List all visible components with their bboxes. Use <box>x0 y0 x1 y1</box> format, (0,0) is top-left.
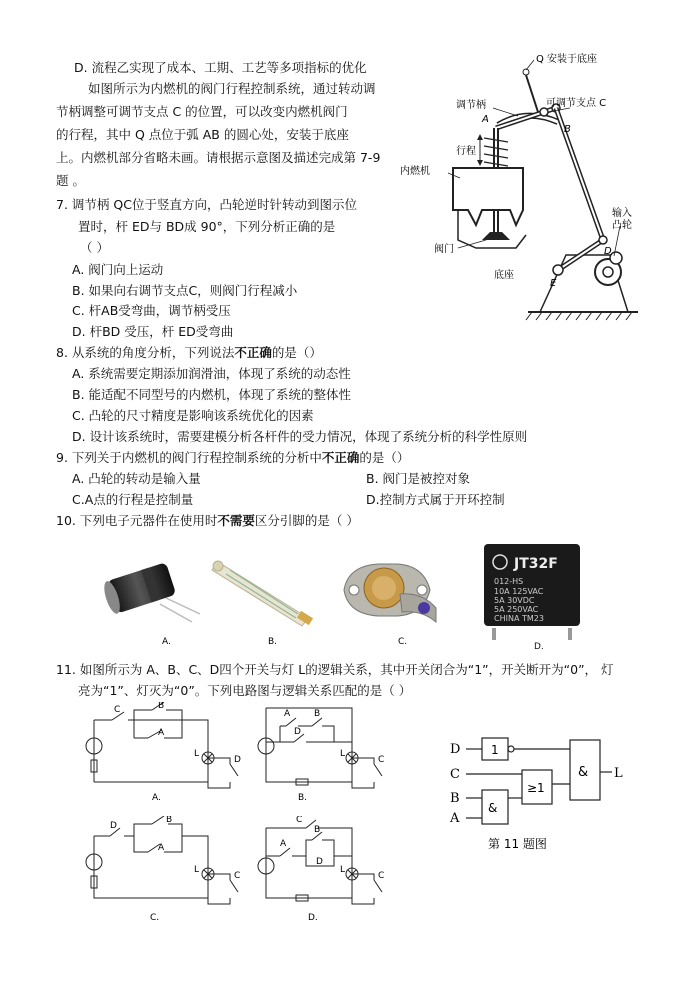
logic-in-c: C <box>450 767 460 782</box>
intro-line-4: 上。内燃机部分省略未画。请根据示意图及描述完成第 7-9 <box>56 150 381 165</box>
q7-option-b: B. 如果向右调节支点C，则阀门行程减小 <box>72 283 298 298</box>
cc-c: C <box>234 871 241 881</box>
q9-option-b: B. 阀门是被控对象 <box>366 471 471 486</box>
component-a-capacitor <box>100 552 210 648</box>
relay-line1: 012-HS <box>494 577 524 586</box>
cb-a: A <box>284 709 291 719</box>
logic-in-a: A <box>450 811 460 826</box>
label-a: A. <box>162 637 171 647</box>
component-b-flex-sensor <box>210 552 320 648</box>
cd-c2: C <box>378 871 385 881</box>
circuit-b-label: B. <box>298 793 308 803</box>
point-d: D <box>604 246 612 257</box>
figure-caption: 第 11 题图 <box>488 837 547 851</box>
ca-c: C <box>114 705 121 715</box>
q8-option-a: A. 系统需要定期添加润滑油，体现了系统的动态性 <box>72 366 351 381</box>
cc-d: D <box>110 821 117 831</box>
cb-d: D <box>294 727 301 737</box>
cd-d: D <box>316 857 323 867</box>
q11-stem-2: 亮为“1”、灯灭为“0”。下列电路图与逻辑关系匹配的是（ ） <box>78 683 412 698</box>
q11-stem-1: 11. 如图所示为 A、B、C、D四个开关与灯 L的逻辑关系，其中开关闭合为“1”，开关断开为“0”， 灯 <box>56 662 614 677</box>
circuit-d <box>256 816 426 926</box>
pivot-c-label: 可调节支点 C <box>546 98 607 109</box>
q7-option-a: A. 阀门向上运动 <box>72 262 164 277</box>
cb-c: C <box>378 755 385 765</box>
q7-option-d: D. 杆BD 受压，杆 ED受弯曲 <box>72 324 234 339</box>
cam-label: 凸轮 <box>612 220 632 231</box>
gate-or: ≥1 <box>527 781 545 795</box>
valve-label: 阀门 <box>434 244 454 255</box>
intro-line-5: 题 。 <box>56 173 85 188</box>
valve-mechanism-figure <box>398 50 643 330</box>
q9-stem: 9. 下列关于内燃机的阀门行程控制系统的分析中不正确的是（） <box>56 450 410 465</box>
label-c: C. <box>398 637 408 647</box>
intro-line-2: 节柄调整可调节支点 C 的位置，可以改变内燃机阀门 <box>56 104 348 119</box>
point-e: E <box>550 278 557 289</box>
logic-in-b: B <box>450 791 460 806</box>
stroke-label: 行程 <box>456 146 476 157</box>
cc-a: A <box>158 843 165 853</box>
q7-stem-1: 7. 调节柄 QC位于竖直方向，凸轮逆时针转动到图示位 <box>56 197 357 212</box>
q10-stem: 10. 下列电子元器件在使用时不需要区分引脚的是（ ） <box>56 513 359 528</box>
cd-a: A <box>280 839 287 849</box>
relay-line4: 5A 250VAC <box>494 605 539 614</box>
intro-line-3: 的行程，其中 Q 点位于弧 AB 的圆心处，安装于底座 <box>56 127 349 142</box>
gate-and-1: & <box>488 801 498 815</box>
engine-label: 内燃机 <box>400 166 430 177</box>
component-d-relay <box>478 540 586 652</box>
cc-l: L <box>194 865 200 875</box>
circuit-a-label: A. <box>152 793 161 803</box>
component-c-transistor <box>338 552 448 648</box>
relay-line5: CHINA TM23 <box>494 614 544 623</box>
logic-out-l: L <box>614 766 623 781</box>
label-b: B. <box>268 637 278 647</box>
relay-line2: 10A 125VAC <box>494 587 544 596</box>
gate-and-2: & <box>578 765 589 780</box>
circuit-d-label: D. <box>308 913 318 923</box>
q7-option-c: C. 杆AB受弯曲，调节柄受压 <box>72 303 231 318</box>
q8-option-d: D. 设计该系统时，需要建模分析各杆件的受力情况，体现了系统分析的科学性原则 <box>72 429 528 444</box>
point-b: B <box>564 124 571 135</box>
q7-paren: （ ） <box>80 240 109 255</box>
cb-b: B <box>314 709 321 719</box>
cc-b: B <box>166 816 173 825</box>
point-a: A <box>482 114 489 125</box>
gate-not: 1 <box>491 743 499 757</box>
handle-label: 调节柄 <box>456 100 486 111</box>
base-label: 底座 <box>494 270 514 281</box>
cd-l: L <box>340 865 346 875</box>
ca-l: L <box>194 749 200 759</box>
cb-l: L <box>340 749 346 759</box>
q7-stem-2: 置时，杆 ED与 BD成 90°，下列分析正确的是 <box>78 219 336 234</box>
input-label: 输入 <box>612 208 632 219</box>
q-anchor-label: Q 安装于底座 <box>536 54 598 65</box>
cd-c: C <box>296 816 303 825</box>
logic-diagram <box>448 736 628 856</box>
intro-line-1: 如图所示为内燃机的阀门行程控制系统，通过转动调 <box>88 81 376 96</box>
prev-option-d: D. 流程乙实现了成本、工期、工艺等多项指标的优化 <box>74 60 367 75</box>
ca-a: A <box>158 728 165 738</box>
q8-option-c: C. 凸轮的尺寸精度是影响该系统优化的因素 <box>72 408 314 423</box>
q8-option-b: B. 能适配不同型号的内燃机，体现了系统的整体性 <box>72 387 352 402</box>
ca-d: D <box>234 755 241 765</box>
q9-option-c: C.A点的行程是控制量 <box>72 492 194 507</box>
circuit-a <box>82 702 252 806</box>
ca-b: B <box>158 702 165 711</box>
relay-line3: 5A 30VDC <box>494 596 535 605</box>
relay-model: JT32F <box>514 556 558 572</box>
circuit-c-label: C. <box>150 913 160 923</box>
circuit-c <box>82 816 252 926</box>
q9-option-a: A. 凸轮的转动是输入量 <box>72 471 201 486</box>
logic-in-d: D <box>450 742 461 757</box>
q9-option-d: D.控制方式属于开环控制 <box>366 492 505 507</box>
cd-b: B <box>314 825 321 835</box>
q8-stem: 8. 从系统的角度分析，下列说法不正确的是（） <box>56 345 322 360</box>
label-d: D. <box>534 642 544 652</box>
circuit-b <box>256 702 426 806</box>
